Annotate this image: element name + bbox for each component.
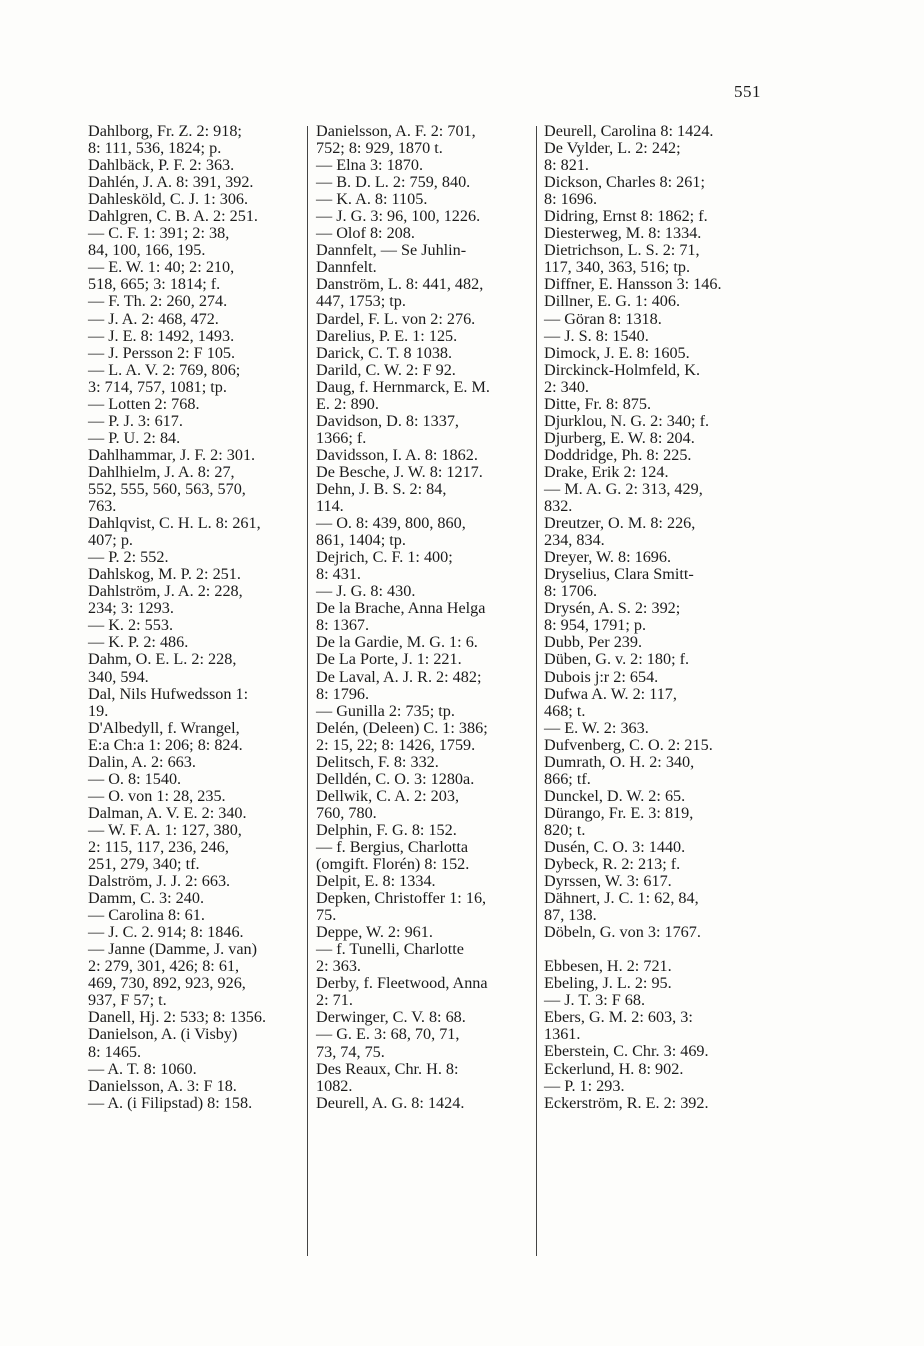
index-entry: Djurberg, E. W. 8: 204.: [544, 428, 695, 447]
index-entry: Davidsson, I. A. 8: 1862.: [316, 445, 478, 464]
index-entry: — f. Tunelli, Charlotte 2: 363.: [316, 940, 464, 976]
index-entry: Danielsson, A. F. 2: 701, 752; 8: 929, 1870 t.: [316, 122, 476, 158]
index-entry: — J. G. 3: 96, 100, 1226.: [316, 207, 481, 226]
index-entry: De la Brache, Anna Helga 8: 1367.: [316, 599, 486, 635]
index-entry: Deurell, A. G. 8: 1424.: [316, 1093, 465, 1112]
index-entry: — O. 8: 439, 800, 860, 861, 1404; tp.: [316, 514, 466, 550]
index-entry: Dejrich, C. F. 1: 400; 8: 431.: [316, 548, 453, 584]
index-entry: Dufvenberg, C. O. 2: 215.: [544, 735, 713, 754]
index-entry: — G. E. 3: 68, 70, 71, 73, 74, 75.: [316, 1025, 460, 1061]
index-entry: — A. (i Filipstad) 8: 158.: [88, 1093, 253, 1112]
index-entry: — K. A. 8: 1105.: [316, 190, 428, 209]
index-entry: Dähnert, J. C. 1: 62, 84, 87, 138.: [544, 889, 699, 925]
index-entry: Danström, L. 8: 441, 482, 447, 1753; tp.: [316, 275, 484, 311]
index-entry: Dimock, J. E. 8: 1605.: [544, 343, 690, 362]
page-number: 551: [734, 82, 761, 101]
index-entry: — Elna 3: 1870.: [316, 156, 424, 175]
index-entry: Dehn, J. B. S. 2: 84, 114.: [316, 479, 447, 516]
index-entry: Derwinger, C. V. 8: 68.: [316, 1008, 466, 1027]
index-entry: Delldén, C. O. 3: 1280a.: [316, 769, 475, 788]
index-entry: — P. U. 2: 84.: [88, 428, 181, 447]
index-entry: — A. T. 8: 1060.: [88, 1059, 197, 1078]
index-entry: Des Reaux, Chr. H. 8: 1082.: [316, 1059, 459, 1095]
index-entry: Dubb, Per 239.: [544, 633, 643, 652]
index-entry: — E. W. 2: 363.: [544, 718, 649, 737]
index-entry: D'Albedyll, f. Wrangel, E:a Ch:a 1: 206; 8: 824.: [88, 718, 243, 754]
index-entry: Dyrssen, W. 3: 617.: [544, 872, 672, 891]
index-entry: Dardel, F. L. von 2: 276.: [316, 309, 476, 328]
index-entry: Darick, C. T. 8 1038.: [316, 343, 453, 362]
index-entry: Dalström, J. J. 2: 663.: [88, 872, 231, 891]
index-entry: — W. F. A. 1: 127, 380, 2: 115, 117, 236, 246, 251, 279, 340; tf.: [88, 820, 242, 874]
index-entry: Dellwik, C. A. 2: 203, 760, 780.: [316, 786, 459, 822]
index-entry: Dumrath, O. H. 2: 340, 866; tf.: [544, 752, 695, 788]
index-entry: Deurell, Carolina 8: 1424.: [544, 122, 714, 140]
index-entry: — O. 8: 1540.: [88, 769, 182, 788]
index-entry: — J. A. 2: 468, 472.: [88, 309, 219, 328]
index-entry: — P. 2: 552.: [88, 548, 169, 567]
index-entry: Delpit, E. 8: 1334.: [316, 872, 436, 891]
index-entry: Daug, f. Hernmarck, E. M. E. 2: 890.: [316, 377, 490, 413]
index-entry: Didring, Ernst 8: 1862; f.: [544, 207, 708, 226]
index-entry: Dalin, A. 2: 663.: [88, 752, 196, 771]
index-entry: Eberstein, C. Chr. 3: 469.: [544, 1042, 709, 1061]
index-entry: Dahlskog, M. P. 2: 251.: [88, 565, 241, 584]
index-entry: — P. J. 3: 617.: [88, 411, 183, 430]
index-entry: Dahlhielm, J. A. 8: 27, 552, 555, 560, 563, 570, 763.: [88, 462, 246, 516]
index-entry: Delitsch, F. 8: 332.: [316, 752, 439, 771]
index-column-2: [316, 123, 542, 1112]
index-entry: Dreyer, W. 8: 1696.: [544, 548, 672, 567]
index-entry: De Vylder, L. 2: 242; 8: 821.: [544, 139, 681, 175]
index-entry: Dahm, O. E. L. 2: 228, 340, 594.: [88, 650, 237, 686]
index-entry: Dahlström, J. A. 2: 228, 234; 3: 1293.: [88, 582, 243, 618]
index-entry: — J. Persson 2: F 105.: [88, 343, 236, 362]
index-entry: Danielson, A. (i Visby) 8: 1465.: [88, 1025, 238, 1061]
index-entry: Dal, Nils Hufwedsson 1: 19.: [88, 684, 249, 720]
index-entry: Dahlhammar, J. F. 2: 301.: [88, 445, 256, 464]
index-entry: — K. 2: 553.: [88, 616, 173, 635]
index-entry: Darelius, P. E. 1: 125.: [316, 326, 458, 345]
index-entry: De la Gardie, M. G. 1: 6.: [316, 633, 478, 652]
index-entry: Dahlgren, C. B. A. 2: 251.: [88, 207, 258, 226]
index-entry: Döbeln, G. von 3: 1767.: [544, 923, 701, 942]
index-entry: Eckerström, R. E. 2: 392.: [544, 1093, 709, 1112]
index-column-3: [544, 123, 770, 1112]
index-entry: Dahlén, J. A. 8: 391, 392.: [88, 173, 254, 192]
index-entry: — K. P. 2: 486.: [88, 633, 189, 652]
index-entry: — J. C. 2. 914; 8: 1846.: [88, 923, 244, 942]
index-entry: Eckerlund, H. 8: 902.: [544, 1059, 684, 1078]
index-entry: Danell, Hj. 2: 533; 8: 1356.: [88, 1008, 267, 1027]
index-entry: Düben, G. v. 2: 180; f.: [544, 650, 690, 669]
index-entry: Derby, f. Fleetwood, Anna 2: 71.: [316, 974, 488, 1010]
index-entry: De La Porte, J. 1: 221.: [316, 650, 462, 669]
index-entry: Dahlesköld, C. J. 1: 306.: [88, 190, 249, 209]
index-entry: — J. S. 8: 1540.: [544, 326, 649, 345]
index-entry: Doddridge, Ph. 8: 225.: [544, 445, 692, 464]
index-entry: — Lotten 2: 768.: [88, 394, 200, 413]
index-entry: — C. F. 1: 391; 2: 38, 84, 100, 166, 195.: [88, 224, 230, 260]
index-entry: Dalman, A. V. E. 2: 340.: [88, 803, 247, 822]
index-entry: Darild, C. W. 2: F 92.: [316, 360, 456, 379]
index-entry: Delphin, F. G. 8: 152.: [316, 820, 457, 839]
index-entry: Damm, C. 3: 240.: [88, 889, 205, 908]
index-entry: Diffner, E. Hansson 3: 146.: [544, 275, 722, 294]
index-entry: — Janne (Damme, J. van) 2: 279, 301, 426; 8: 61, 469, 730, 892, 923, 926, 937, F 57; t.: [88, 940, 258, 1010]
index-entry: Dickson, Charles 8: 261; 8: 1696.: [544, 173, 705, 209]
index-entry: Deppe, W. 2: 961.: [316, 923, 433, 942]
index-entry: Dreutzer, O. M. 8: 226, 234, 834.: [544, 514, 696, 550]
index-entry: Ditte, Fr. 8: 875.: [544, 394, 652, 413]
index-entry: Depken, Christoffer 1: 16, 75.: [316, 889, 487, 925]
index-entry: Davidson, D. 8: 1337, 1366; f.: [316, 411, 459, 447]
index-entry: Dusén, C. O. 3: 1440.: [544, 837, 686, 856]
index-entry: — Carolina 8: 61.: [88, 906, 205, 925]
index-entry: — P. 1: 293.: [544, 1076, 625, 1095]
index-entry: Djurklou, N. G. 2: 340; f.: [544, 411, 710, 430]
index-entry: Dufwa A. W. 2: 117, 468; t.: [544, 684, 677, 720]
index-entry: Danielsson, A. 3: F 18.: [88, 1076, 237, 1095]
index-entry: Delén, (Deleen) C. 1: 386; 2: 15, 22; 8: 1426, 1759.: [316, 718, 488, 754]
index-entry: Dybeck, R. 2: 213; f.: [544, 855, 681, 874]
index-entry: Drake, Erik 2: 124.: [544, 462, 669, 481]
index-entry: Dietrichson, L. S. 2: 71, 117, 340, 363, 516; tp.: [544, 241, 700, 277]
index-entry: Ebeling, J. L. 2: 95.: [544, 974, 672, 993]
index-entry: — J. T. 3: F 68.: [544, 991, 646, 1010]
index-entry: — B. D. L. 2: 759, 840.: [316, 173, 471, 192]
index-column-1: [88, 123, 314, 1112]
index-entry: Dirckinck-Holmfeld, K. 2: 340.: [544, 360, 700, 396]
index-entry: Dahlbäck, P. F. 2: 363.: [88, 156, 235, 175]
index-entry: Diesterweg, M. 8: 1334.: [544, 224, 702, 243]
index-entry: Dunckel, D. W. 2: 65.: [544, 786, 686, 805]
index-entry: — Gunilla 2: 735; tp.: [316, 701, 455, 720]
index-entry: — L. A. V. 2: 769, 806; 3: 714, 757, 1081; tp.: [88, 360, 241, 396]
index-entry: — Göran 8: 1318.: [544, 309, 662, 328]
index-entry: — J. E. 8: 1492, 1493.: [88, 326, 235, 345]
index-entry: Drysén, A. S. 2: 392; 8: 954, 1791; p.: [544, 599, 681, 635]
index-entry: Dürango, Fr. E. 3: 819, 820; t.: [544, 803, 694, 839]
index-entry: Dubois j:r 2: 654.: [544, 667, 659, 686]
index-entry: De Laval, A. J. R. 2: 482; 8: 1796.: [316, 667, 482, 703]
index-entry: Dillner, E. G. 1: 406.: [544, 292, 681, 311]
index-entry: Dannfelt, — Se Juhlin- Dannfelt.: [316, 241, 467, 277]
index-entry: Dahlborg, Fr. Z. 2: 918; 8: 111, 536, 1824; p.: [88, 122, 242, 158]
index-entry: — J. G. 8: 430.: [316, 582, 416, 601]
index-entry: Dahlqvist, C. H. L. 8: 261, 407; p.: [88, 514, 261, 550]
index-entry: — F. Th. 2: 260, 274.: [88, 292, 228, 311]
index-entry: — f. Bergius, Charlotta (omgift. Florén) 8: 152.: [316, 837, 470, 874]
index-entry: — M. A. G. 2: 313, 429, 832.: [544, 479, 703, 516]
index-entry: — Olof 8: 208.: [316, 224, 415, 243]
index-entry: Dryselius, Clara Smitt- 8: 1706.: [544, 565, 694, 601]
index-entry: Ebbesen, H. 2: 721.: [544, 957, 672, 976]
index-entry: Ebers, G. M. 2: 603, 3: 1361.: [544, 1008, 693, 1044]
index-entry: De Besche, J. W. 8: 1217.: [316, 462, 483, 481]
index-entry: — O. von 1: 28, 235.: [88, 786, 226, 805]
index-entry: — E. W. 1: 40; 2: 210, 518, 665; 3: 1814; f.: [88, 258, 235, 294]
